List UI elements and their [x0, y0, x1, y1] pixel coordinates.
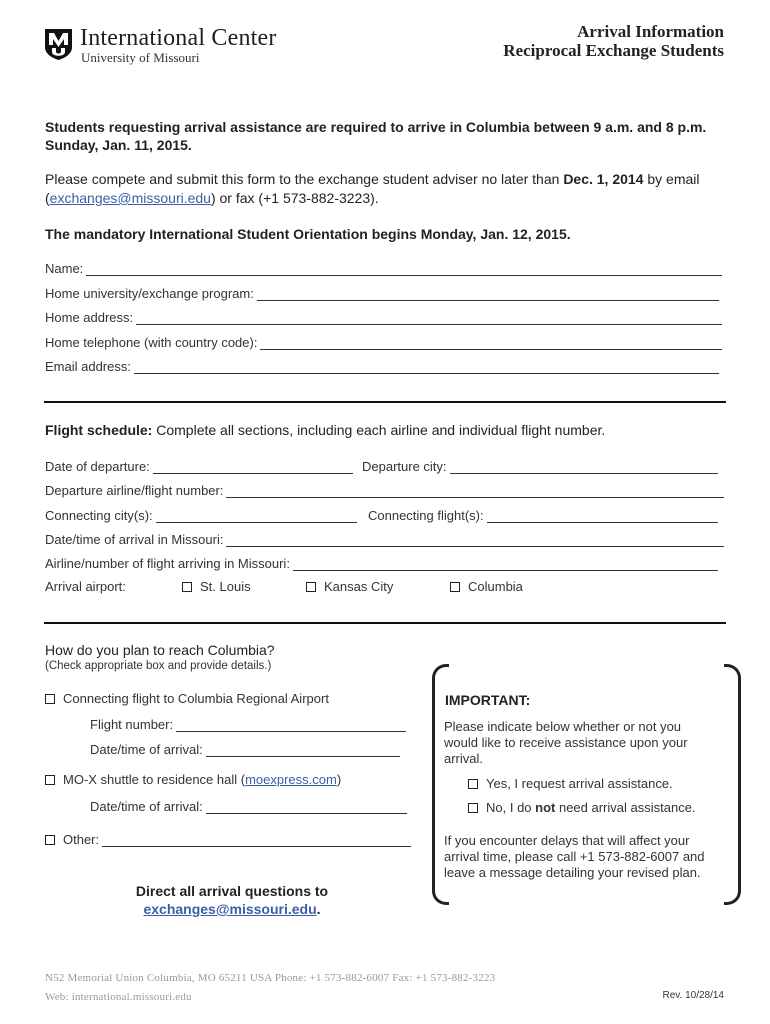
arrival-airport-label: Arrival airport:: [45, 579, 126, 594]
home-address-label: Home address:: [45, 310, 134, 325]
org-subtitle: University of Missouri: [81, 50, 200, 65]
date-departure-field[interactable]: [153, 461, 353, 474]
email-row: [45, 356, 719, 374]
date-departure-row: [45, 456, 353, 474]
title-line-2: Reciprocal Exchange Students: [503, 41, 724, 60]
name-field[interactable]: [86, 263, 722, 276]
org-name: International Center: [80, 25, 277, 51]
submit-instructions: [45, 170, 735, 208]
delays-notice: If you encounter delays that will affect your arrival time, please call +1 573-882-6007 and leave a message detailing your revised plan.: [444, 833, 705, 880]
airport-option-kansas-city[interactable]: [306, 579, 393, 594]
title-line-1: Arrival Information: [577, 22, 724, 41]
checkbox-icon[interactable]: [45, 835, 55, 845]
arriving-flight-field[interactable]: [293, 558, 718, 571]
checkbox-icon[interactable]: [45, 775, 55, 785]
option-shuttle-text-pre: MO-X shuttle to residence hall (: [63, 772, 246, 787]
connecting-flights-row: [368, 505, 718, 523]
email-field[interactable]: [134, 361, 719, 374]
checkbox-icon[interactable]: [450, 582, 460, 592]
checkbox-icon[interactable]: [306, 582, 316, 592]
submit-deadline: Dec. 1, 2014: [563, 171, 644, 187]
assistance-yes-option[interactable]: [468, 776, 673, 791]
direct-questions-period: .: [316, 901, 321, 917]
flight-number-label: Flight number:: [90, 717, 174, 732]
arrival-window-notice: Students requesting arrival assistance are required to arrive in Columbia between 9 a.m. and 8 p.m. Sunday, Jan. 11, 2015.: [45, 119, 707, 153]
checkbox-icon[interactable]: [468, 803, 478, 813]
flight-arrival-datetime-label: Date/time of arrival:: [90, 742, 203, 757]
flight-schedule-title: Flight schedule:: [45, 422, 153, 438]
airport-st-louis-label: St. Louis: [200, 579, 251, 594]
home-university-field[interactable]: [257, 288, 719, 301]
footer-address: N52 Memorial Union Columbia, MO 65211 USA Phone: +1 573-882-6007 Fax: +1 573-882-3223: [45, 972, 496, 984]
connecting-cities-row: [45, 505, 357, 523]
assistance-no-option[interactable]: [468, 800, 696, 815]
flight-number-field[interactable]: [176, 719, 406, 732]
arriving-flight-label: Airline/number of flight arriving in Missouri:: [45, 556, 290, 571]
departure-airline-label: Departure airline/flight number:: [45, 483, 224, 498]
home-telephone-row: [45, 332, 722, 350]
moexpress-link[interactable]: moexpress.com: [245, 772, 337, 787]
revision-date: Rev. 10/28/14: [662, 990, 724, 1001]
submit-text-3: ) or fax (+1 573-882-3223).: [210, 190, 379, 206]
departure-city-label: Departure city:: [362, 459, 447, 474]
departure-city-field[interactable]: [450, 461, 718, 474]
flight-arrival-datetime-row: [90, 739, 400, 757]
arrival-datetime-field[interactable]: [226, 534, 724, 547]
home-address-field[interactable]: [136, 312, 722, 325]
departure-city-row: [362, 456, 718, 474]
section-divider-1: [44, 401, 726, 403]
connecting-cities-field[interactable]: [156, 510, 357, 523]
reach-columbia-question: How do you plan to reach Columbia?: [45, 642, 275, 658]
checkbox-icon[interactable]: [45, 694, 55, 704]
submit-text-1: Please compete and submit this form to the exchange student adviser no later than: [45, 171, 564, 187]
email-label: Email address:: [45, 359, 131, 374]
assistance-no-bold: not: [535, 800, 556, 815]
home-address-row: [45, 307, 722, 325]
checkbox-icon[interactable]: [468, 779, 478, 789]
assistance-no-post: need arrival assistance.: [555, 800, 696, 815]
arriving-flight-row: [45, 553, 718, 571]
airport-option-st-louis[interactable]: [182, 579, 251, 594]
document-title: [503, 22, 724, 60]
departure-airline-row: [45, 480, 724, 498]
direct-questions-email-line: [92, 900, 372, 918]
submit-text-2: by email (: [45, 171, 700, 206]
important-body: Please indicate below whether or not you would like to receive assistance upon your arrival.: [444, 719, 688, 766]
home-telephone-label: Home telephone (with country code):: [45, 335, 258, 350]
flight-number-row: [90, 714, 406, 732]
connecting-flights-field[interactable]: [487, 510, 718, 523]
home-university-label: Home university/exchange program:: [45, 286, 254, 301]
option-connecting-flight-label: Connecting flight to Columbia Regional Airport: [63, 691, 329, 706]
important-title: IMPORTANT:: [445, 692, 531, 708]
connecting-cities-label: Connecting city(s):: [45, 508, 153, 523]
assistance-no-pre: No, I do: [486, 800, 536, 815]
airport-option-columbia[interactable]: [450, 579, 523, 594]
home-university-row: [45, 283, 719, 301]
airport-kansas-city-label: Kansas City: [324, 579, 394, 594]
flight-schedule-instructions: Complete all sections, including each airline and individual flight number.: [152, 422, 606, 438]
departure-airline-field[interactable]: [226, 485, 724, 498]
flight-schedule-heading: [45, 421, 605, 440]
checkbox-icon[interactable]: [182, 582, 192, 592]
right-bracket: [724, 664, 741, 905]
arrival-datetime-label: Date/time of arrival in Missouri:: [45, 532, 224, 547]
airport-columbia-label: Columbia: [468, 579, 523, 594]
direct-questions-text: Direct all arrival questions to: [135, 883, 329, 899]
footer-web: Web: international.missouri.edu: [45, 991, 192, 1003]
connecting-flights-label: Connecting flight(s):: [368, 508, 484, 523]
shuttle-arrival-datetime-row: [90, 796, 407, 814]
home-telephone-field[interactable]: [260, 337, 722, 350]
shuttle-arrival-datetime-label: Date/time of arrival:: [90, 799, 203, 814]
assistance-yes-label: Yes, I request arrival assistance.: [486, 776, 673, 791]
mizzou-logo-icon: [44, 27, 73, 61]
name-row: [45, 258, 722, 276]
orientation-notice: The mandatory International Student Orientation begins Monday, Jan. 12, 2015.: [45, 226, 571, 242]
option-other-label: Other:: [63, 832, 100, 847]
name-label: Name:: [45, 261, 84, 276]
shuttle-arrival-datetime-field[interactable]: [206, 801, 407, 814]
flight-arrival-datetime-field[interactable]: [206, 744, 400, 757]
direct-questions-email-link[interactable]: exchanges@missouri.edu: [143, 901, 317, 917]
section-divider-2: [44, 622, 726, 624]
exchanges-email-link[interactable]: exchanges@missouri.edu: [49, 190, 211, 206]
option-mox-shuttle[interactable]: [45, 772, 341, 787]
other-option-row: [45, 829, 411, 847]
other-details-field[interactable]: [102, 834, 411, 847]
option-shuttle-text-post: ): [336, 772, 342, 787]
option-connecting-flight[interactable]: [45, 691, 329, 706]
arrival-datetime-row: [45, 529, 724, 547]
date-departure-label: Date of departure:: [45, 459, 150, 474]
reach-columbia-hint: (Check appropriate box and provide details.): [45, 660, 272, 672]
direct-questions: [92, 882, 372, 918]
option-other[interactable]: [45, 832, 99, 847]
